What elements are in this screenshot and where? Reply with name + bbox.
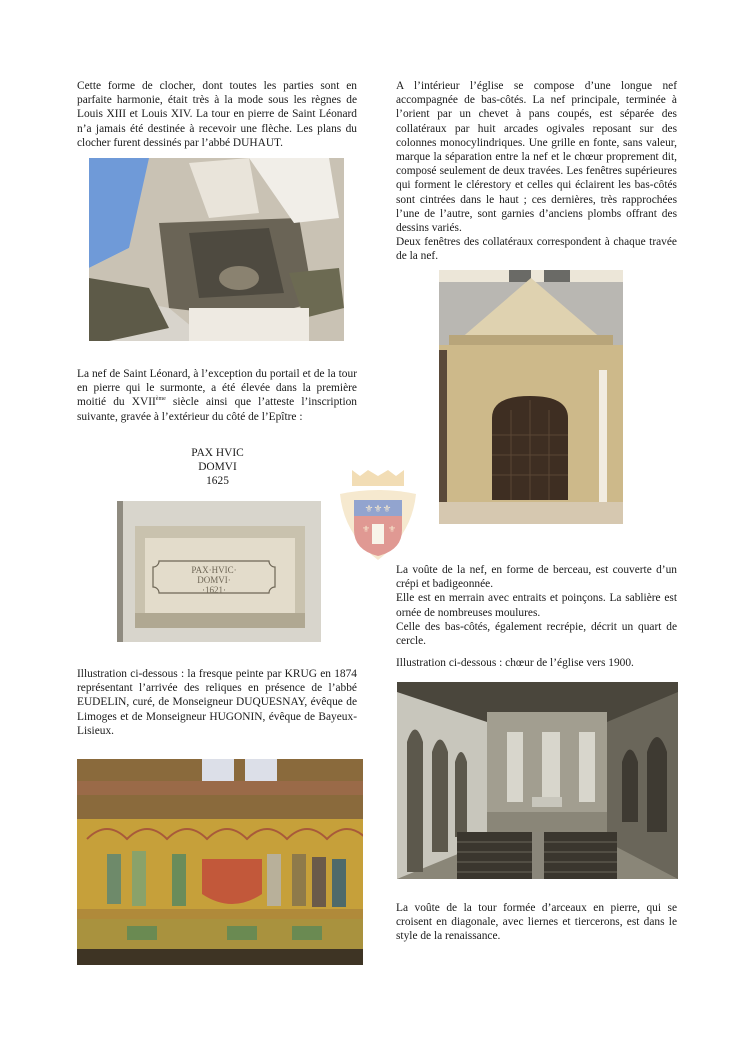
superscript: ème — [155, 396, 166, 403]
paragraph-choeur-caption — [396, 656, 677, 670]
paragraph-text: siècle ainsi que l’atteste l’inscription suivante, gravée à l’extérieur du côté de l’Epître : — [77, 396, 358, 423]
shield-icon — [354, 500, 402, 556]
crown-icon — [352, 470, 404, 486]
photo-fresco-krug — [77, 759, 363, 965]
paragraph-text: La nef de Saint Léonard, à l’exception du portail et de la tour en pierre qui le surmonte, a été élevée dans la première moitié du XVII — [77, 368, 357, 409]
svg-text:⚜: ⚜ — [388, 524, 397, 534]
paragraph-text: Illustration ci-dessous : chœur de l’église vers 1900. — [396, 657, 634, 669]
carved-text: ·1621· — [202, 585, 226, 595]
photo-choir-1900 — [397, 682, 678, 879]
paragraph-fresque-caption — [77, 667, 357, 738]
carved-text: PAX·HVIC· — [191, 565, 237, 575]
paragraph-text: Elle est en merrain avec entraits et poinçons. La sablière est ornée de nombreuses moulures. — [396, 592, 677, 619]
paragraph-interieur — [396, 79, 677, 264]
paragraph-clocher — [77, 79, 357, 150]
paragraph-text: La voûte de la tour formée d’arceaux en pierre, qui se croisent en diagonale, avec liernes et tiercerons, est dans le style de la renaissance. — [396, 902, 677, 943]
inscription-line: PAX HVIC — [191, 447, 244, 459]
inscription-line: DOMVI — [198, 461, 237, 474]
paragraph-voute-nef — [396, 563, 677, 648]
photo-portal — [439, 270, 623, 524]
paragraph-voute-tour — [396, 901, 677, 944]
photo-tower-vault — [89, 158, 344, 341]
paragraph-nef-date — [77, 367, 357, 424]
paragraph-text: A l’intérieur l’église se compose d’une longue nef accompagnée de bas-côtés. La nef principale, terminée à l’orient par un chevet à pans coupés, est séparée des collatéraux par huit arcades ogivales reposant sur des colonnes monocylindriques. Une grille en fonte, sans valeur, marque la séparation entre la nef et le chœur proprement dit, composé seulement de deux travées. Les fenêtres supérieures qui forment le clérestory et celles qui éclairent les bas-côtés sont cintrées dans le haut ; ces dernières, très rapprochées l’une de l’autre, sont garnies d’anciens plombs offrant des dessins variés. — [396, 80, 677, 235]
paragraph-text: Celle des bas-côtés, également recrépie, décrit un quart de cercle. — [396, 620, 677, 648]
svg-text:⚜⚜⚜: ⚜⚜⚜ — [364, 504, 392, 515]
coat-of-arms-watermark — [332, 466, 424, 566]
paragraph-text: Deux fenêtres des collatéraux correspondent à chaque travée de la nef. — [396, 236, 677, 263]
paragraph-text: La voûte de la nef, en forme de berceau, est couverte d’un crépi et badigeonnée. — [396, 564, 677, 591]
paragraph-text: Illustration ci-dessous : la fresque peinte par KRUG en 1874 représentant l’arrivée des reliques en présence de l’abbé EUDELIN, curé, de Monseigneur DUQUESNAY, évêque de Limoges et de Monseigneur HUGONIN, évêque de Bayeux-Lisieux. — [77, 668, 357, 737]
inscription-line: 1625 — [206, 475, 229, 488]
svg-text:⚜: ⚜ — [362, 524, 371, 534]
paragraph-text: Cette forme de clocher, dont toutes les parties sont en parfaite harmonie, était très à la mode sous les règnes de Louis XIII et Louis XIV. La tour en pierre de Saint Léonard n’a jamais été destinée à recevoir une flèche. Les plans du clocher furent dessinés par l’abbé DUHAUT. — [77, 80, 357, 149]
photo-inscription-stone — [117, 501, 321, 642]
inscription-quote — [170, 446, 265, 489]
carved-text: DOMVI· — [197, 575, 231, 585]
